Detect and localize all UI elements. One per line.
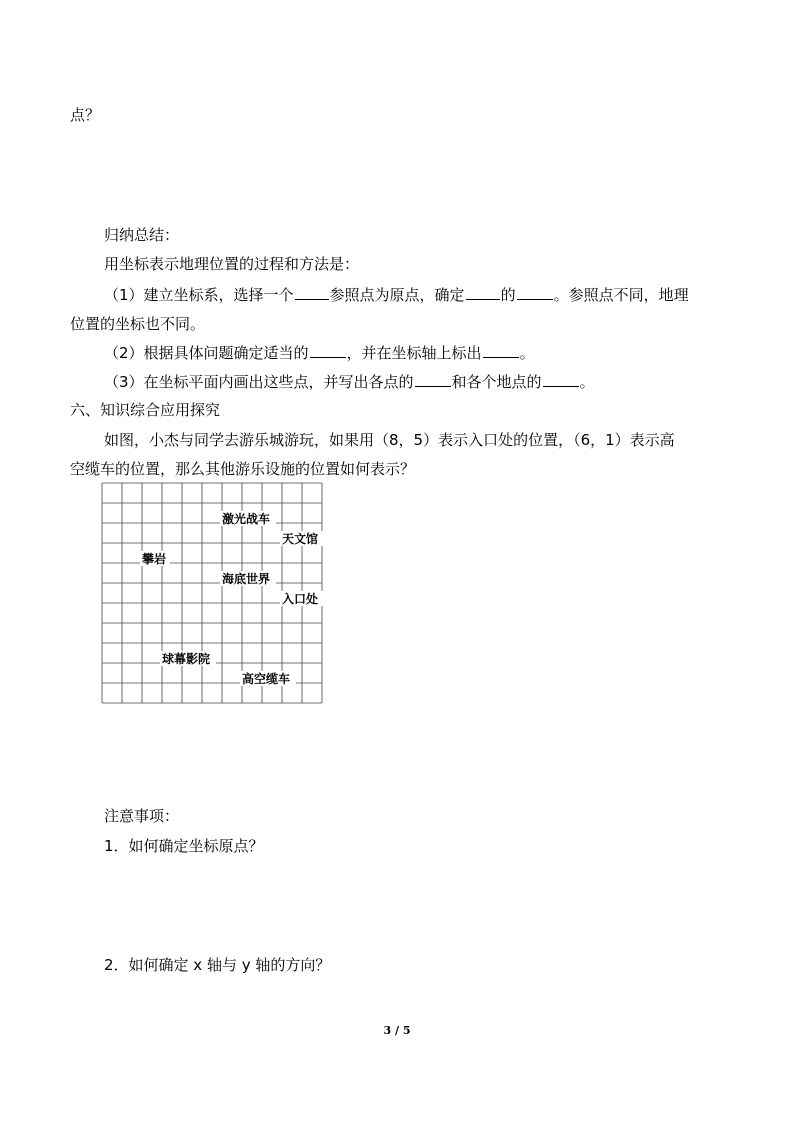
- location-label: 高空缆车: [242, 672, 291, 686]
- notes-question-2: 2．如何确定 x 轴与 y 轴的方向？: [104, 956, 331, 974]
- section-6-heading: 六、知识综合应用探究: [70, 401, 221, 419]
- step-2-text-a: （2）根据具体问题确定适当的: [104, 344, 309, 362]
- step-1-text-a: （1）建立坐标系，选择一个: [104, 286, 294, 304]
- location-label: 攀岩: [142, 552, 167, 566]
- step-1-text-c: 的: [500, 286, 516, 304]
- location-label: 球幕影院: [162, 652, 211, 666]
- step-2-text-b: ，并在坐标轴上标出: [346, 344, 482, 362]
- notes-heading: 注意事项：: [104, 807, 180, 825]
- step-3-text-a: （3）在坐标平面内画出这些点，并写出各点的: [104, 373, 414, 391]
- location-label: 入口处: [282, 592, 319, 606]
- section-6-para-2: 空缆车的位置，那么其他游乐设施的位置如何表示？: [70, 460, 416, 478]
- step-3-text-c: 。: [579, 373, 595, 391]
- step-1-text-b: 参照点为原点，确定: [329, 286, 465, 304]
- step-1-text-d: 。参照点不同，地理: [553, 286, 689, 304]
- page-number: 3 / 5: [383, 1024, 411, 1037]
- summary-heading: 归纳总结：: [104, 226, 180, 244]
- section-6-para-1: 如图，小杰与同学去游乐城游玩，如果用（8，5）表示入口处的位置，（6，1）表示高: [104, 431, 675, 449]
- step-2-text-c: 。: [519, 344, 535, 362]
- location-label: 海底世界: [222, 572, 271, 586]
- summary-intro: 用坐标表示地理位置的过程和方法是：: [104, 255, 360, 273]
- step-3-text-b: 和各个地点的: [451, 373, 542, 391]
- notes-question-1: 1．如何确定坐标原点？: [104, 837, 264, 855]
- summary-step-1-cont: 位置的坐标也不同。: [70, 315, 206, 333]
- location-label: 天文馆: [282, 532, 319, 546]
- continued-text: 点？: [70, 106, 101, 124]
- location-label: 激光战车: [222, 512, 271, 526]
